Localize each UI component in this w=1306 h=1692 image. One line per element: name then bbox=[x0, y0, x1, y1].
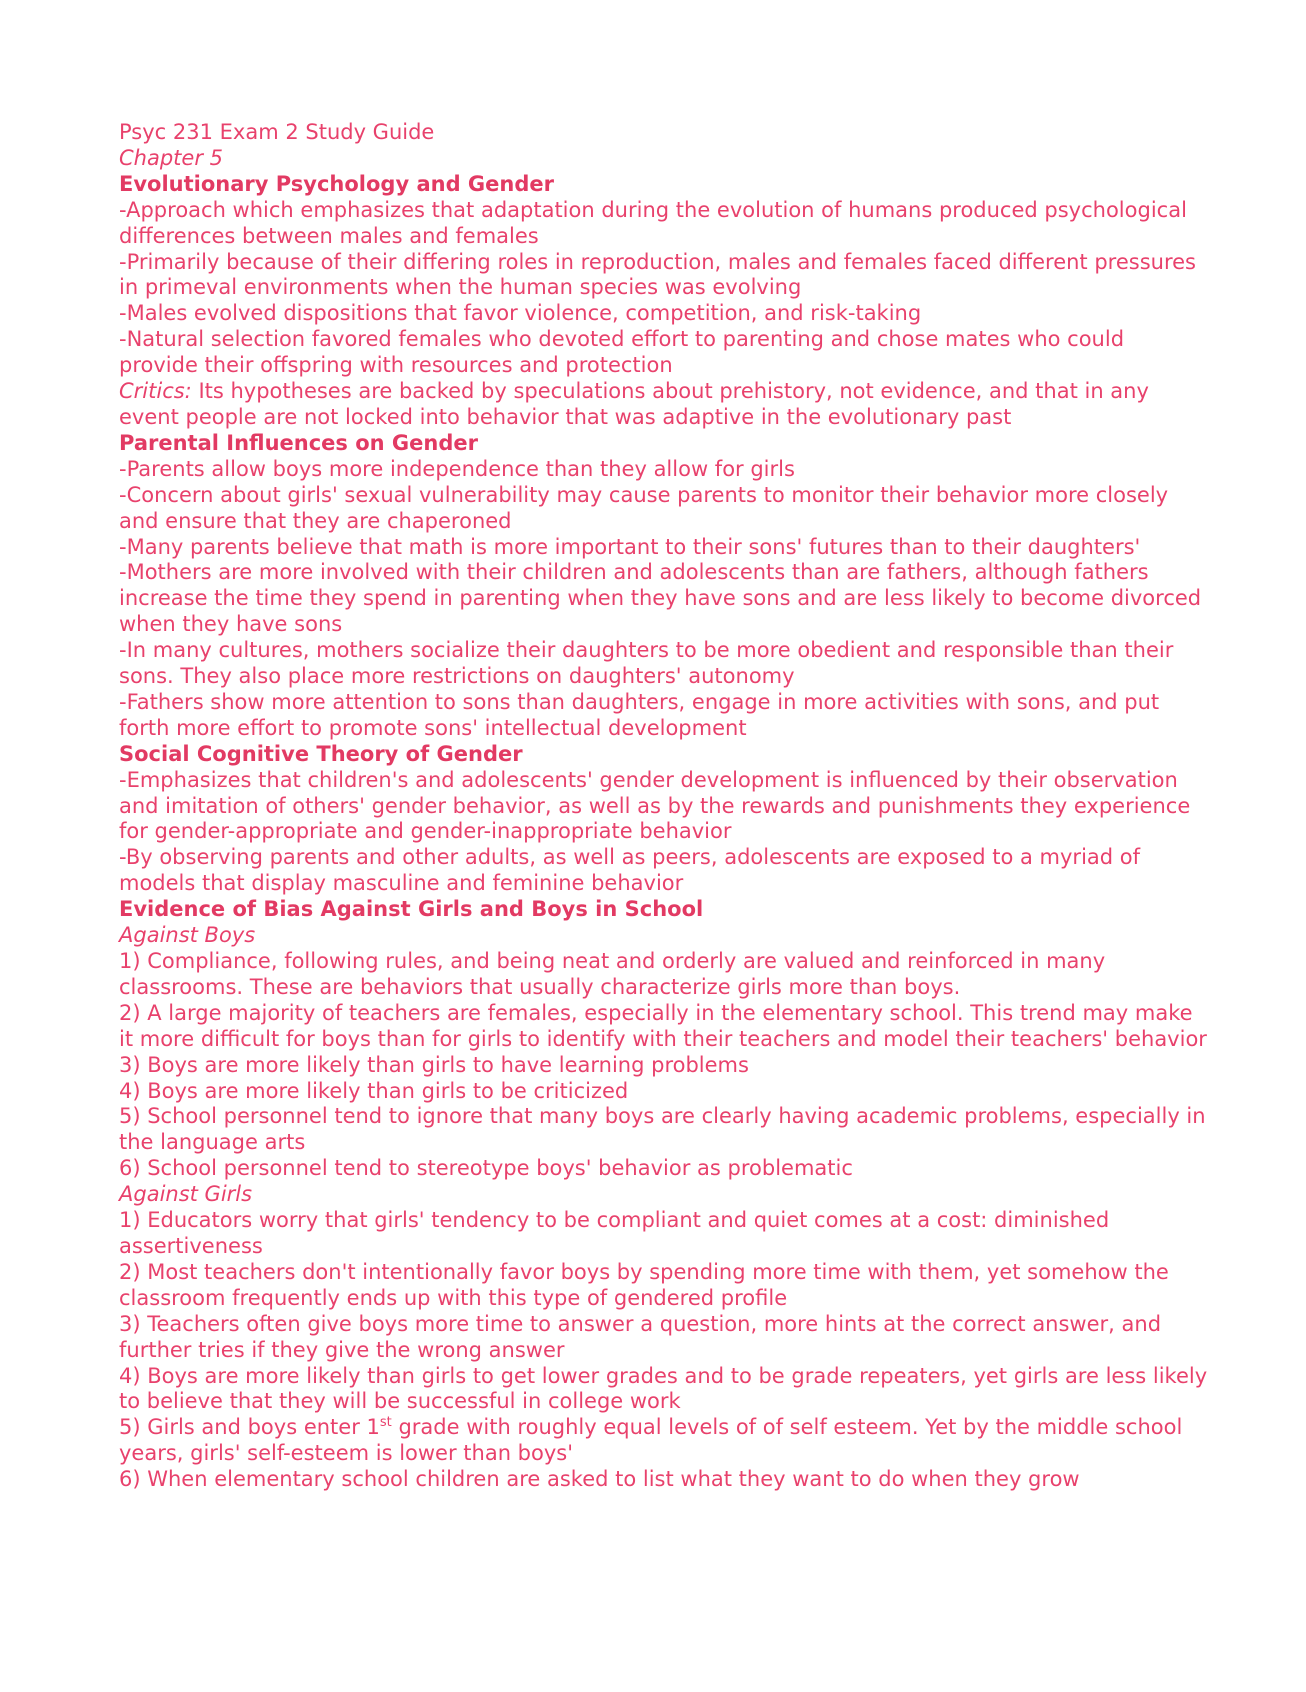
document-page bbox=[119, 120, 1209, 1493]
list-item: 6) School personnel tend to stereotype boys' behavior as problematic bbox=[119, 1156, 853, 1181]
critics-label: Critics: bbox=[119, 379, 192, 404]
list-item: -Males evolved dispositions that favor violence, competition, and risk-taking bbox=[119, 301, 922, 326]
list-item-text: grade with roughly equal levels of of self esteem. Yet by the middle school years, girls' self-esteem is lower than boys' bbox=[119, 1415, 1183, 1466]
list-item: 4) Boys are more likely than girls to get lower grades and to be grade repeaters, yet girls are less likely to believe that they will be successful in college work bbox=[119, 1363, 1208, 1414]
critics-text: Its hypotheses are backed by speculations about prehistory, not evidence, and that in any event people are not locked into behavior that was adaptive in the evolutionary past bbox=[119, 379, 1149, 429]
list-item: -Primarily because of their differing roles in reproduction, males and females faced different pressures in primeval environments when the human species was evolving bbox=[119, 249, 1196, 300]
list-item: -Fathers show more attention to sons than daughters, engage in more activities with sons, and put forth more effort to promote sons' intellectual development bbox=[119, 689, 1160, 740]
list-item: 6) When elementary school children are asked to list what they want to do when they grow bbox=[119, 1467, 1080, 1492]
list-item: -Parents allow boys more independence than they allow for girls bbox=[119, 456, 795, 481]
list-item: -Emphasizes that children's and adolescents' gender development is influenced by their observation and imitation of others' gender behavior, as well as by the rewards and punishments they experience for gender-appropriate and gender-inappropriate behavior bbox=[119, 767, 1191, 844]
list-item: -By observing parents and other adults, as well as peers, adolescents are exposed to a myriad of models that display masculine and feminine behavior bbox=[119, 845, 1141, 896]
list-item: 2) Most teachers don't intentionally favor boys by spending more time with them, yet somehow the classroom frequently ends up with this type of gendered profile bbox=[119, 1259, 1169, 1310]
chapter-label: Chapter 5 bbox=[119, 145, 223, 170]
section-heading-social-cognitive: Social Cognitive Theory of Gender bbox=[119, 741, 523, 766]
section-heading-parental: Parental Influences on Gender bbox=[119, 430, 478, 455]
section-heading-evolutionary: Evolutionary Psychology and Gender bbox=[119, 171, 554, 196]
list-item: 3) Teachers often give boys more time to answer a question, more hints at the correct answer, and further tries if they give the wrong answer bbox=[119, 1311, 1162, 1362]
ordinal-superscript: st bbox=[379, 1415, 392, 1431]
list-item: -Many parents believe that math is more important to their sons' futures than to their daughters' bbox=[119, 534, 1141, 559]
list-item: 4) Boys are more likely than girls to be criticized bbox=[119, 1078, 629, 1103]
list-item: 2) A large majority of teachers are females, especially in the elementary school. This trend may make it more difficult for boys than for girls to identify with their teachers and model their teachers' behavior bbox=[119, 1000, 1207, 1051]
list-item: -Concern about girls' sexual vulnerability may cause parents to monitor their behavior more closely and ensure that they are chaperoned bbox=[119, 482, 1169, 533]
list-item: 1) Compliance, following rules, and being neat and orderly are valued and reinforced in many classrooms. These are behaviors that usually characterize girls more than boys. bbox=[119, 949, 1106, 999]
subheading-against-boys: Against Boys bbox=[119, 923, 256, 948]
list-item bbox=[119, 1415, 1209, 1467]
section-heading-bias-in-school: Evidence of Bias Against Girls and Boys in School bbox=[119, 897, 704, 922]
subheading-against-girls: Against Girls bbox=[119, 1182, 253, 1207]
list-item: 1) Educators worry that girls' tendency to be compliant and quiet comes at a cost: diminished assertiveness bbox=[119, 1208, 1110, 1258]
critics-paragraph bbox=[119, 379, 1209, 431]
document-title: Psyc 231 Exam 2 Study Guide bbox=[119, 120, 435, 144]
list-item: -Approach which emphasizes that adaptation during the evolution of humans produced psychological differences between males and females bbox=[119, 197, 1187, 248]
list-item: 5) School personnel tend to ignore that many boys are clearly having academic problems, especially in the language arts bbox=[119, 1104, 1206, 1155]
list-item: -Natural selection favored females who devoted effort to parenting and chose mates who could provide their offspring with resources and protection bbox=[119, 327, 1125, 378]
list-item: 3) Boys are more likely than girls to have learning problems bbox=[119, 1052, 749, 1077]
list-item: -Mothers are more involved with their children and adolescents than are fathers, although fathers increase the time they spend in parenting when they have sons and are less likely to become divorced when they have sons bbox=[119, 560, 1202, 637]
list-item-text: 5) Girls and boys enter 1 bbox=[119, 1415, 380, 1440]
list-item: -In many cultures, mothers socialize their daughters to be more obedient and responsible than their sons. They also place more restrictions on daughters' autonomy bbox=[119, 638, 1174, 689]
